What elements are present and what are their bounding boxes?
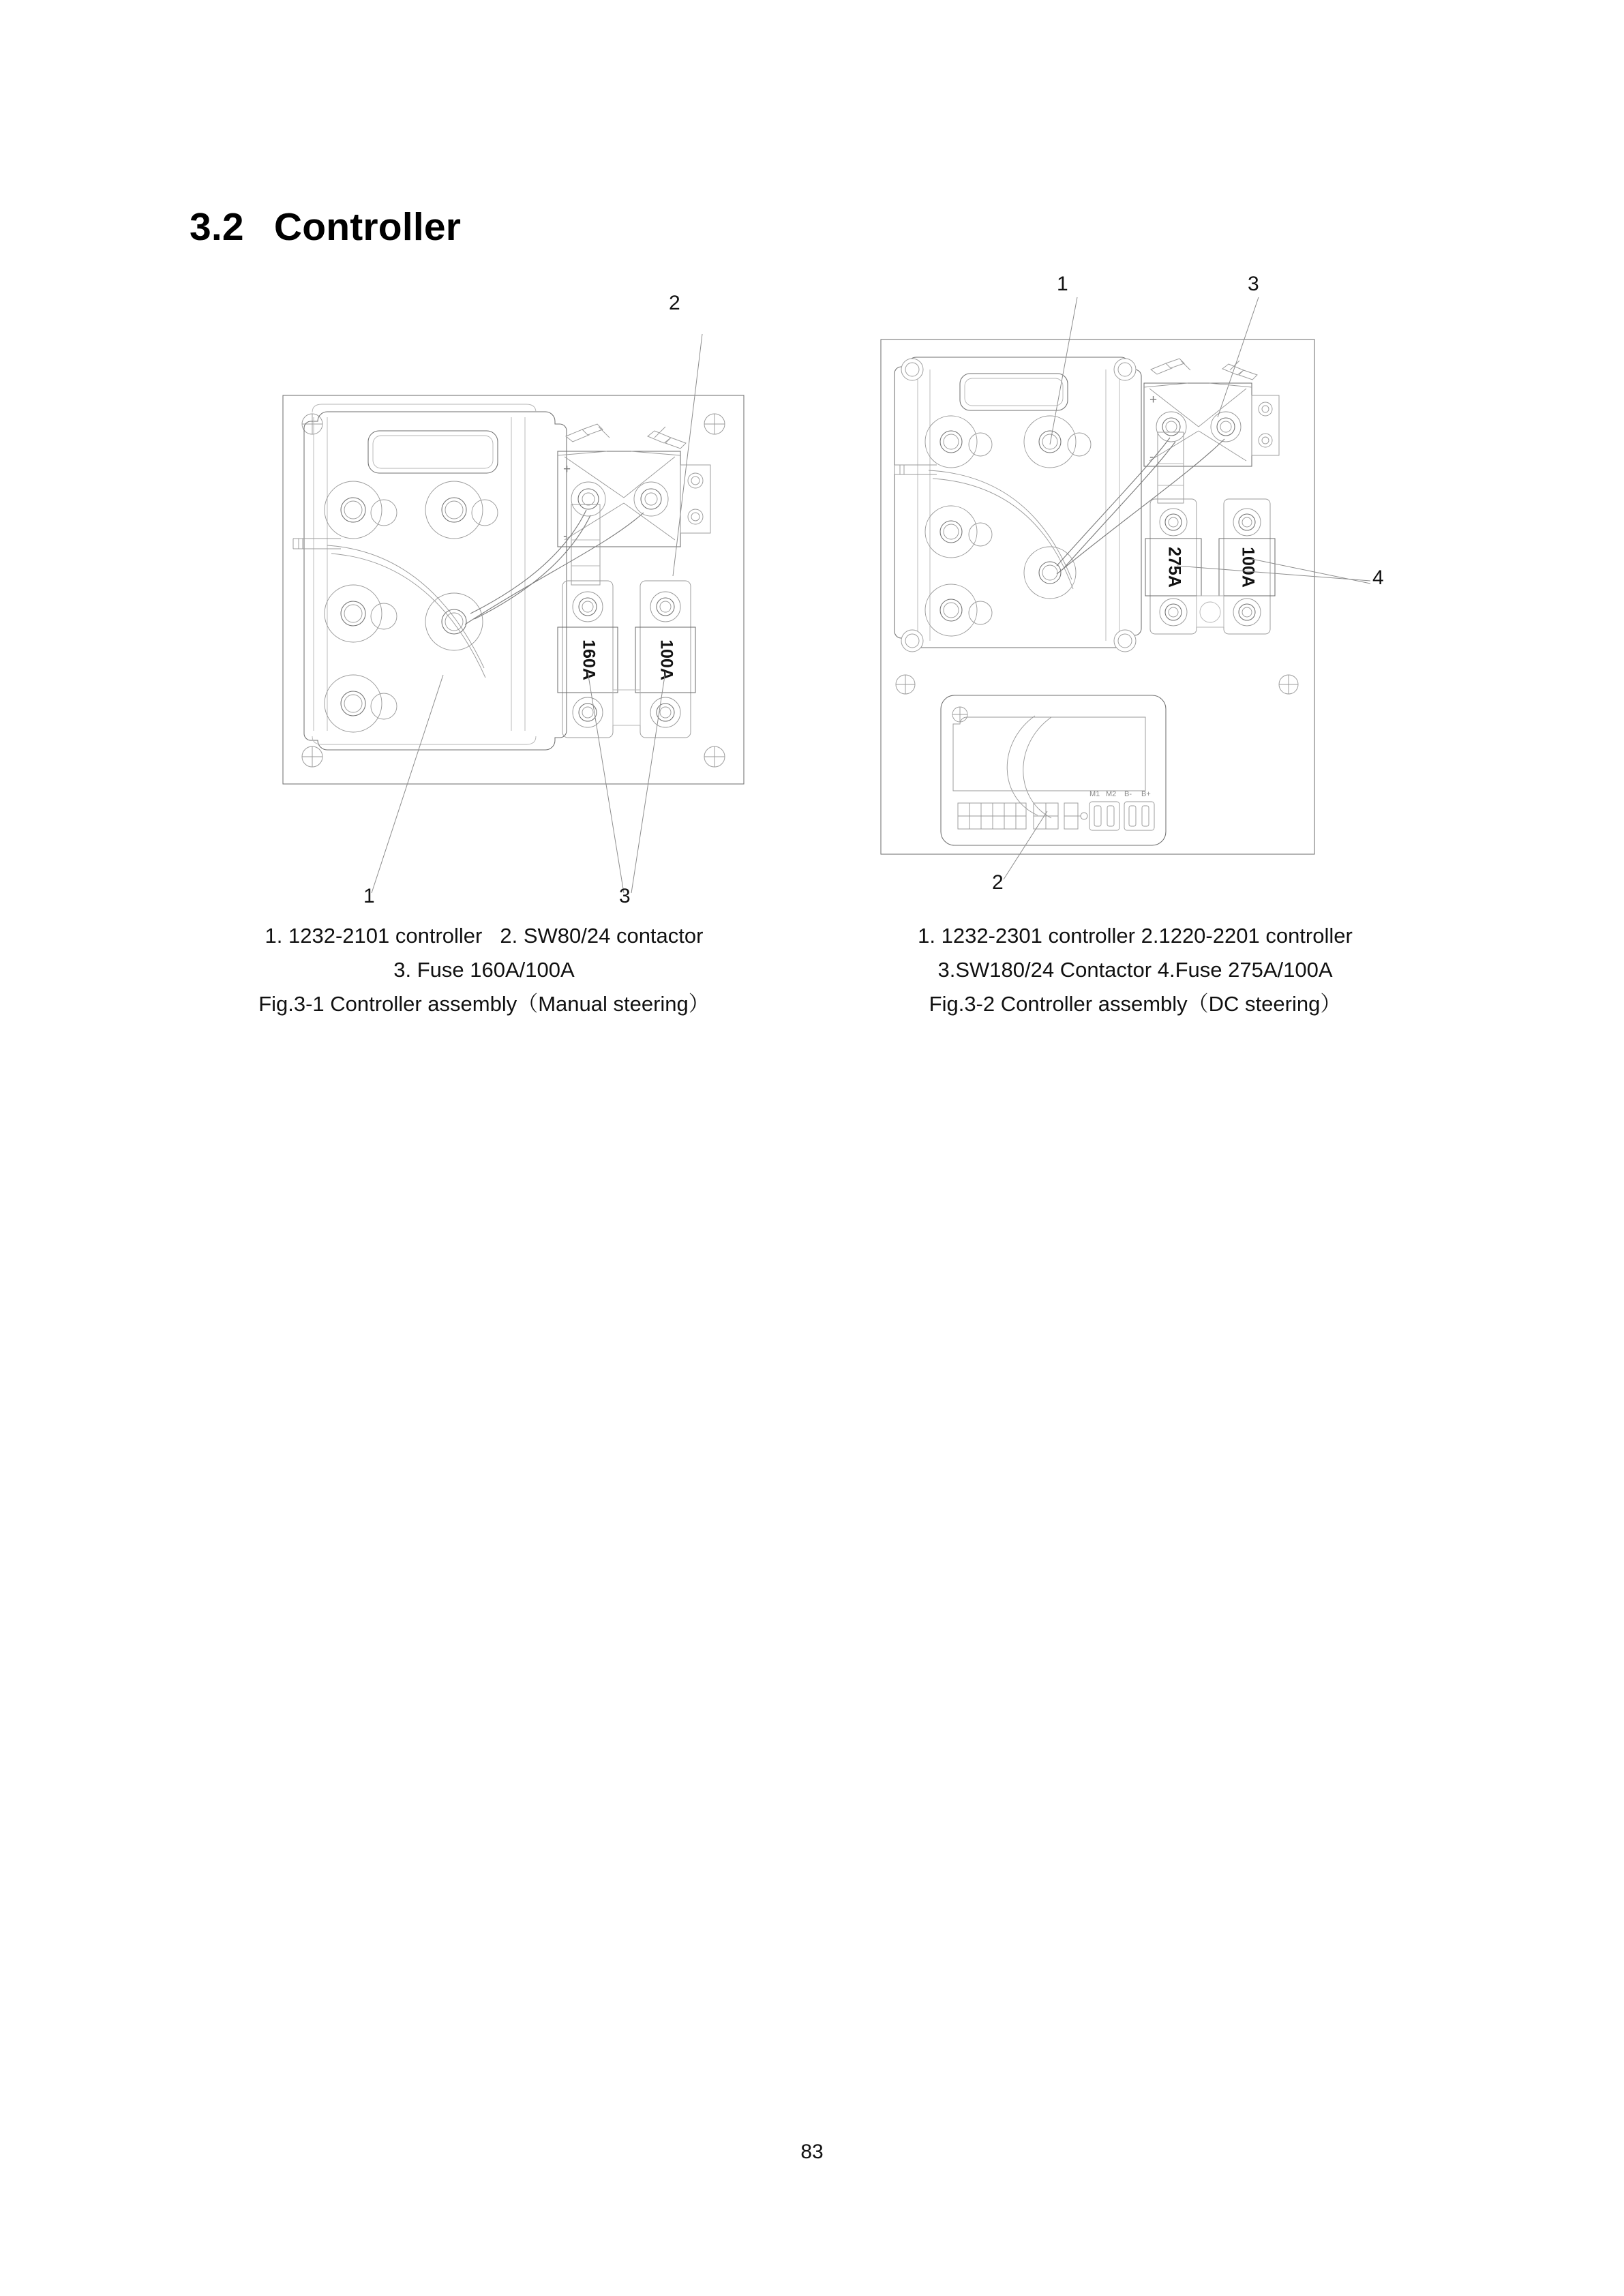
caption-figure-3-2 xyxy=(849,919,1422,1022)
leader-lines-right xyxy=(1004,297,1370,879)
caption-right-line-1: 1. 1232-2301 controller 2.1220-2201 controller xyxy=(918,924,1353,948)
figure-controller-dc-steering xyxy=(852,266,1425,941)
bus-bar-left xyxy=(571,504,600,585)
caption-figure-3-1 xyxy=(205,919,764,1022)
caption-left-line-3: Fig.3-1 Controller assembly（Manual steering） xyxy=(258,992,710,1016)
fuse-block-100a xyxy=(635,581,695,738)
fuse-label-100a-right: 100A xyxy=(1238,547,1258,588)
controller-body-1232-2101 xyxy=(293,404,567,750)
terminal-label-m1: M1 xyxy=(1089,790,1100,798)
caption-left-line-2: 3. Fuse 160A/100A xyxy=(393,958,575,982)
leader-lines-left xyxy=(372,334,702,893)
callout-left-2: 2 xyxy=(669,292,680,314)
caption-left-line-1 xyxy=(205,919,764,953)
callout-right-4: 4 xyxy=(1372,567,1384,589)
page-title xyxy=(190,205,461,250)
callout-left-1: 1 xyxy=(363,885,375,907)
bus-bar-right xyxy=(1158,432,1184,503)
contactor-sw180-24 xyxy=(1144,359,1279,466)
polarity-plus-right: + xyxy=(1149,393,1158,407)
section-title: Controller xyxy=(273,205,462,249)
caption-right-line-2: 3.SW180/24 Contactor 4.Fuse 275A/100A xyxy=(937,958,1333,982)
callout-right-3: 3 xyxy=(1248,273,1259,295)
controller-body-1232-2301 xyxy=(894,357,1141,652)
terminal-label-b-plus: B+ xyxy=(1141,790,1151,798)
caption-left-item-1: 1. 1232-2101 controller xyxy=(265,924,483,948)
polarity-plus-left: + xyxy=(563,462,571,477)
fuse-block-100a-right xyxy=(1219,499,1275,634)
plate-mount-holes-right xyxy=(896,675,1298,694)
figure-right-drawing xyxy=(852,266,1425,941)
caption-left-item-2: 2. SW80/24 contactor xyxy=(500,924,704,948)
terminal-bosses-right xyxy=(925,416,1091,636)
figure-controller-manual-steering xyxy=(225,273,791,941)
fuse-label-160a: 160A xyxy=(579,639,599,680)
page-number: 83 xyxy=(800,2141,824,2163)
terminal-bosses xyxy=(325,481,498,732)
section-number: 3.2 xyxy=(190,205,244,249)
controller-corner-bolts-right xyxy=(901,359,1136,652)
harness-wires-left xyxy=(465,510,644,624)
fuse-label-100a: 100A xyxy=(657,639,676,680)
callout-left-3: 3 xyxy=(619,885,631,907)
fuse-block-275a xyxy=(1145,499,1201,634)
power-terminal-block xyxy=(1089,802,1154,830)
terminal-label-b-minus: B- xyxy=(1124,790,1132,798)
harness-wires-right xyxy=(1057,438,1224,574)
figure-left-drawing xyxy=(225,273,791,941)
polarity-minus-left: - xyxy=(563,529,568,543)
callout-right-2: 2 xyxy=(992,871,1004,894)
terminal-label-m2: M2 xyxy=(1106,790,1117,798)
contactor-sw80-24 xyxy=(558,424,710,547)
polarity-minus-right: - xyxy=(1149,450,1154,464)
fuse-label-275a: 275A xyxy=(1164,547,1184,588)
controller-body-1220-2201 xyxy=(941,695,1166,845)
signal-connector-grid xyxy=(958,803,1087,829)
plate-mount-holes xyxy=(302,414,725,767)
caption-right-line-3: Fig.3-2 Controller assembly（DC steering） xyxy=(929,992,1342,1016)
callout-right-1: 1 xyxy=(1057,273,1068,295)
